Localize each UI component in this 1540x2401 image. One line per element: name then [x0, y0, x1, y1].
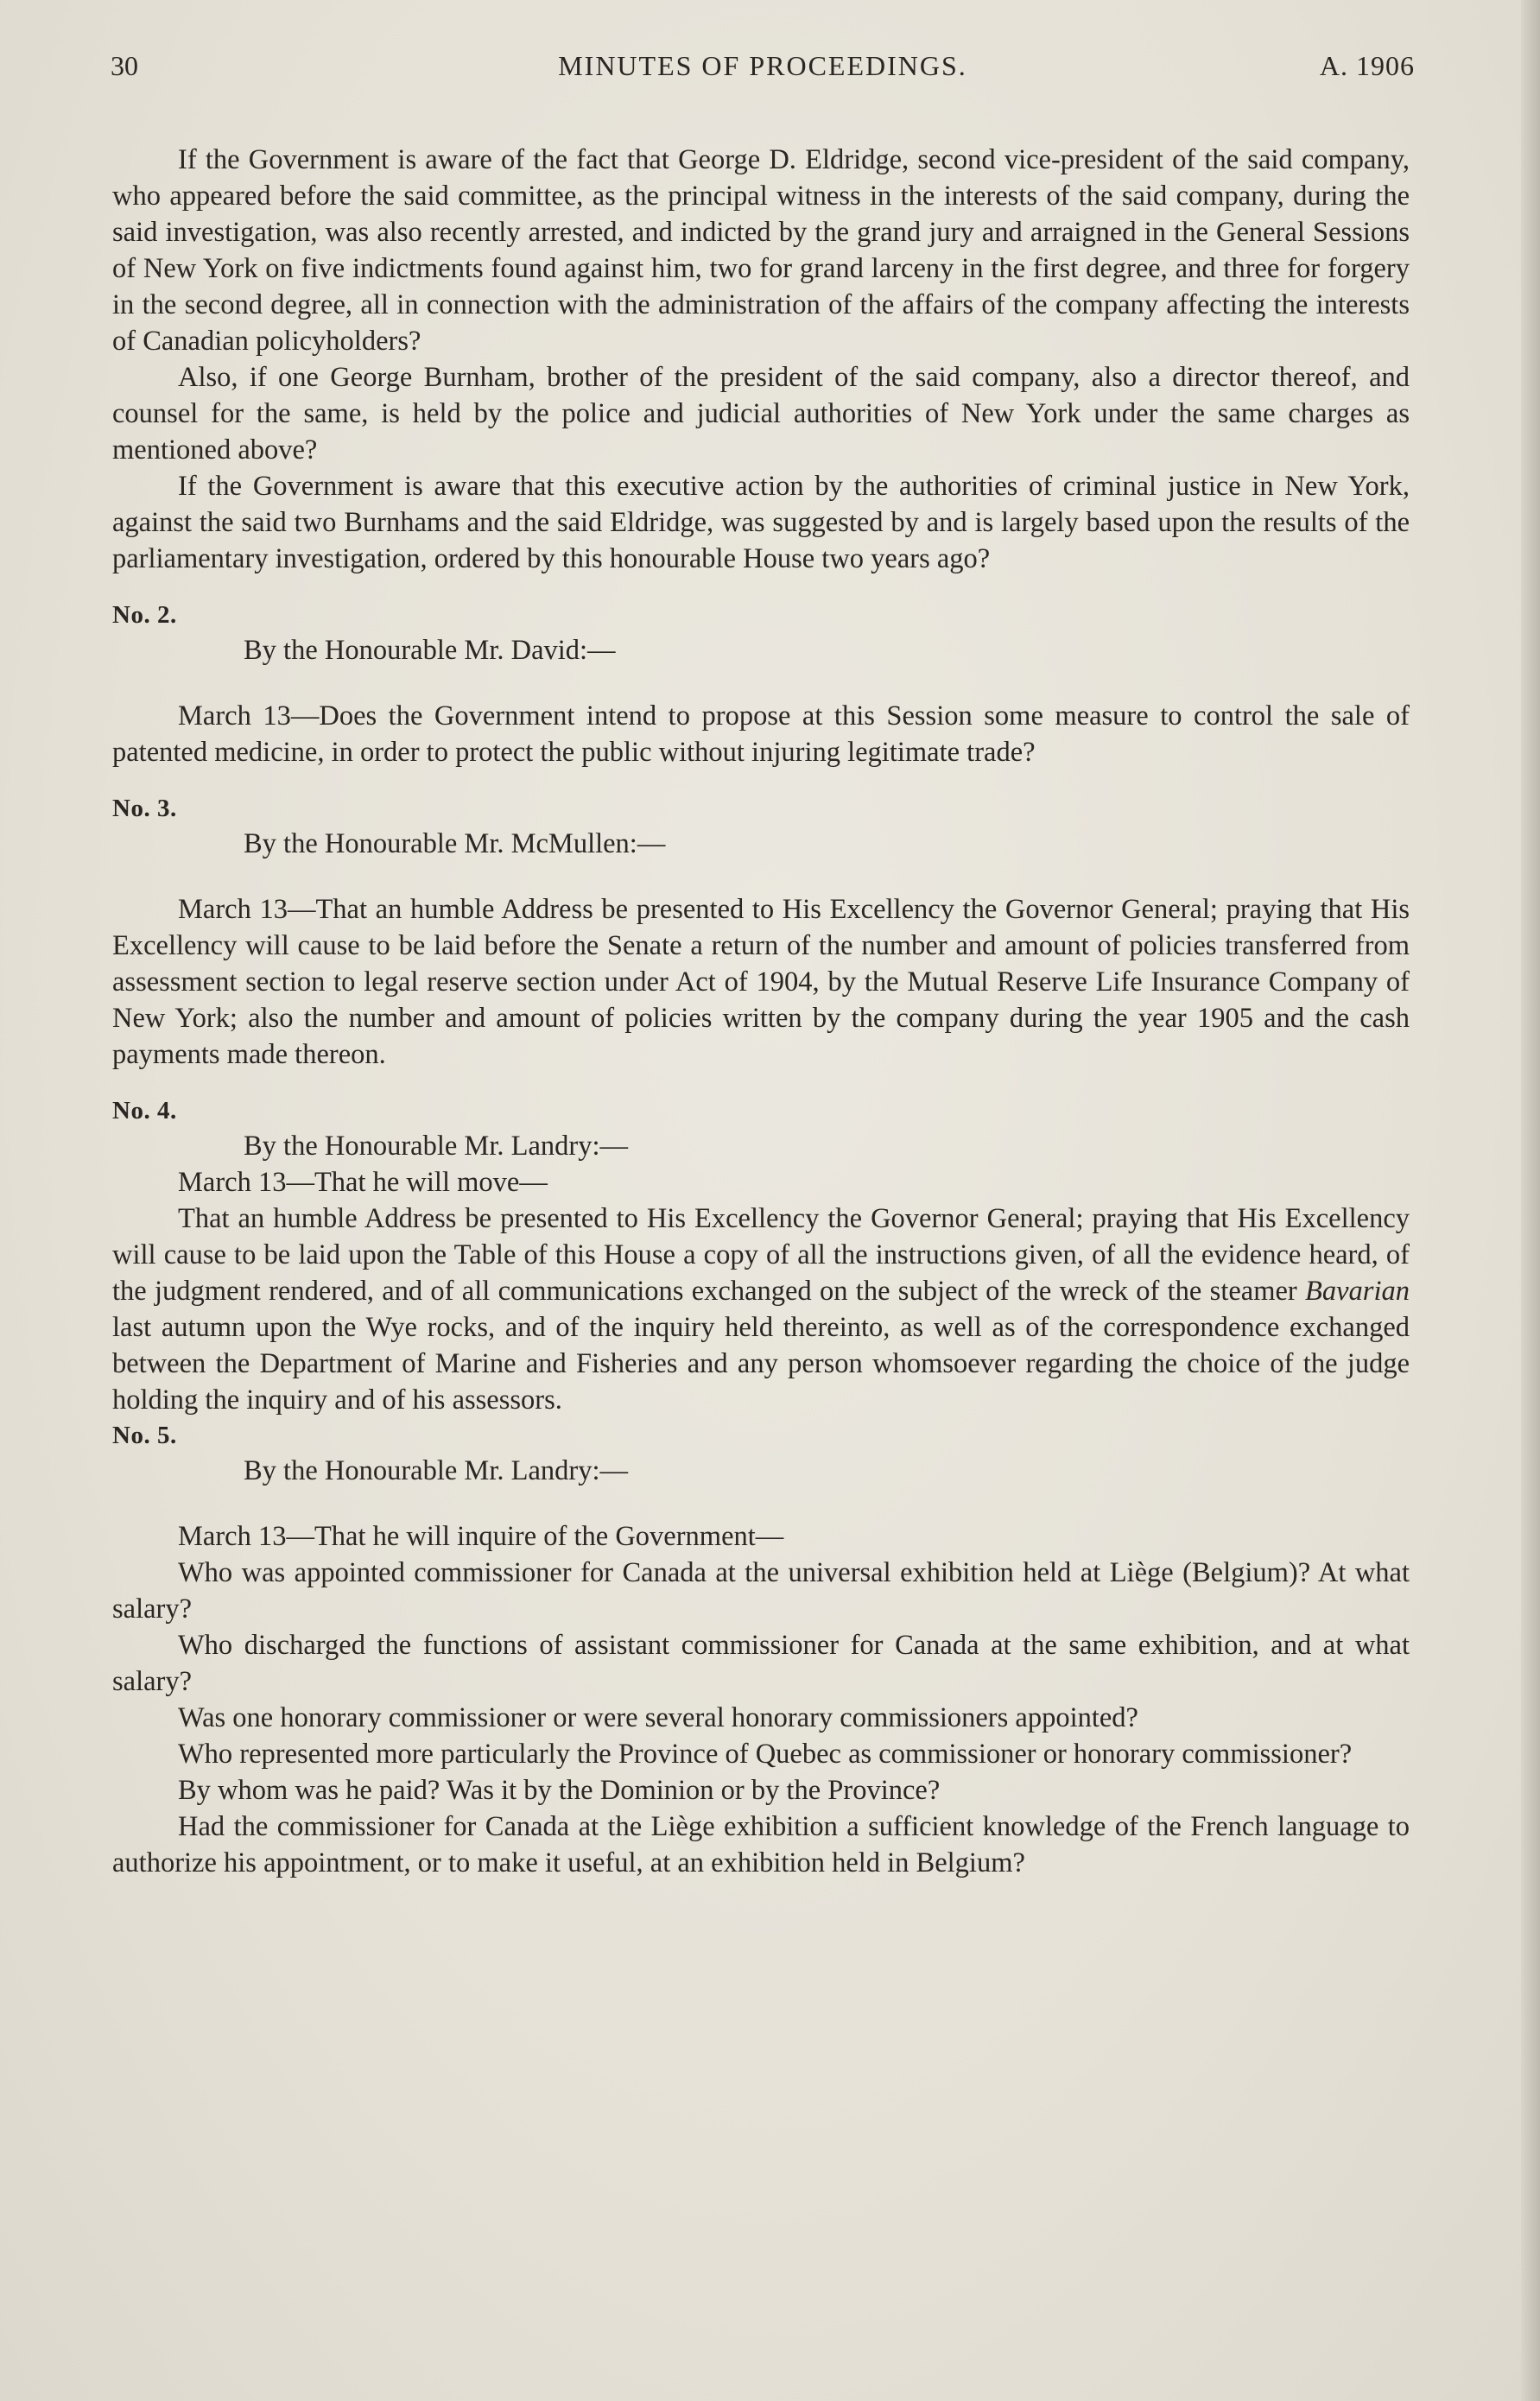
item-4-text [112, 1200, 1410, 1418]
item-1-paragraph: If the Government is aware that this executive action by the authorities of criminal justice in New York, against the said two Burnhams and the said Eldridge, was suggested by and is largely based upon the results of the parliamentary investigation, ordered by this honourable House two years ago? [112, 471, 1410, 574]
page-edge [1521, 0, 1540, 2401]
item-5-paragraph: Was one honorary commissioner or were several honorary commissioners appointed? [178, 1702, 1138, 1733]
item-2-text: March 13—Does the Government intend to propose at this Session some measure to control the sale of patented medicine, in order to protect the public without injuring legitimate trade? [112, 700, 1410, 768]
item-1-paragraph: Also, if one George Burnham, brother of the president of the said company, also a director thereof, and counsel for the same, is held by the police and judicial authorities of New York under the same charges as mentioned above? [112, 362, 1410, 466]
item-4-text-start: That an humble Address be presented to His Excellency the Governor General; praying that His Excellency will cause to be laid upon the Table of this House a copy of all the instructions given, of all the evidence heard, of the judgment rendered, and of all communications exchanged on the subject of the wreck of the steamer [112, 1203, 1410, 1307]
item-5-mover: By the Honourable Mr. Landry:— [244, 1455, 628, 1486]
item-5-paragraph: Had the commissioner for Canada at the Liège exhibition a sufficient knowledge of the French language to authorize his appointment, or to make it useful, at an exhibition held in Belgium? [112, 1811, 1410, 1878]
running-header [111, 50, 1415, 88]
item-4-text-end: last autumn upon the Wye rocks, and of the inquiry held thereinto, as well as of the correspondence exchanged between the Department of Marine and Fisheries and any person whomsoever regarding the choice of the judge holding the inquiry and of his assessors. [112, 1312, 1410, 1416]
item-5-paragraph: Who represented more particularly the Province of Quebec as commissioner or honorary commissioner? [178, 1739, 1353, 1770]
item-5-paragraph: Who discharged the functions of assistant commissioner for Canada at the same exhibition, and at what salary? [112, 1630, 1410, 1697]
item-3-text: March 13—That an humble Address be presented to His Excellency the Governor General; praying that His Excellency will cause to be laid before the Senate a return of the number and amount of policies transferred from assessment section to legal reserve section under Act of 1904, by the Mutual Reserve Life Insurance Company of New York; also the number and amount of policies written by the company during the year 1905 and the cash payments made thereon. [112, 894, 1410, 1070]
item-2-number: No. 2. [112, 601, 177, 629]
item-4-mover: By the Honourable Mr. Landry:— [244, 1131, 628, 1162]
item-5-paragraph: By whom was he paid? Was it by the Dominion or by the Province? [178, 1775, 941, 1806]
item-2-mover: By the Honourable Mr. David:— [244, 635, 616, 666]
item-5-paragraph: March 13—That he will inquire of the Government— [178, 1521, 784, 1552]
page-body [112, 142, 1410, 1881]
item-3-number: No. 3. [112, 795, 177, 822]
item-4-number: No. 4. [112, 1097, 177, 1124]
item-4-intro: March 13—That he will move— [178, 1167, 548, 1198]
running-title: MINUTES OF PROCEEDINGS. [558, 50, 967, 81]
item-5-paragraph: Who was appointed commissioner for Canada at the universal exhibition held at Liège (Belgium)? At what salary? [112, 1557, 1410, 1625]
item-5-number: No. 5. [112, 1422, 177, 1449]
session-year: A. 1906 [1319, 50, 1415, 81]
item-1-paragraph: If the Government is aware of the fact that George D. Eldridge, second vice-president of the said company, who appeared before the said committee, as the principal witness in the interests of the said company, during the said investigation, was also recently arrested, and indicted by the grand jury and arraigned in the General Sessions of New York on five indictments found against him, two for grand larceny in the first degree, and three for forgery in the second degree, all in connection with the administration of the affairs of the company affecting the interests of Canadian policyholders? [112, 144, 1410, 357]
page-number: 30 [111, 50, 138, 81]
vessel-name: Bavarian [1305, 1276, 1410, 1307]
item-3-mover: By the Honourable Mr. McMullen:— [244, 828, 666, 859]
